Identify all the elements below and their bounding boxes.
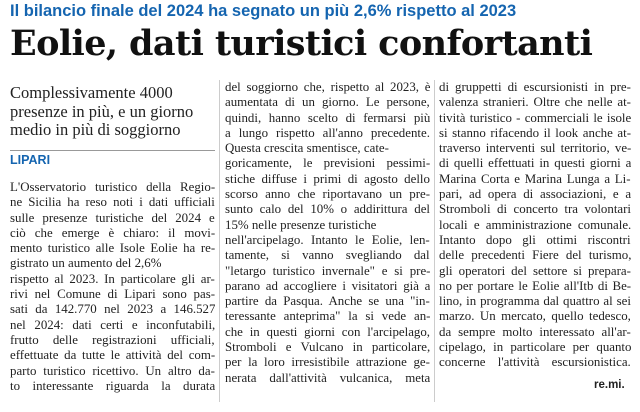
body-text-line: che in questi giorni con l'arcipelago, bbox=[225, 324, 430, 339]
body-text-line: sati da 142.770 nel 2023 a 146.527 bbox=[10, 302, 215, 317]
body-text-line: no per portare le Eolie all'Itb di Be- bbox=[439, 278, 631, 293]
summary-line: medio in più di soggiorno bbox=[10, 120, 181, 139]
body-text-line: sunto calo del 10% o addirittura del bbox=[225, 202, 430, 217]
body-text-line: scorso anno che riportavano un pre- bbox=[225, 187, 430, 202]
body-text-line: effettuate da tutte le attività del com- bbox=[10, 348, 215, 363]
body-text-line: teressante anteprima" la si vede an- bbox=[225, 309, 430, 324]
body-text-line: pari, ad opera di associazioni, e a bbox=[439, 187, 631, 202]
body-text-line: Stromboli e Vulcano in particolare, bbox=[225, 340, 430, 355]
body-text-line: ciò che emerge è chiaro: il movi- bbox=[10, 225, 215, 240]
body-text-line: concerne l'attività escursionistica. bbox=[439, 355, 631, 370]
body-text-line: 15% nelle presenze turistiche bbox=[225, 217, 377, 232]
body-text-line: "letargo turistico invernale" e si pre- bbox=[225, 263, 430, 278]
body-text-line: nel 2024: dati certi e inconfutabili, bbox=[10, 317, 215, 332]
body-text-line: parano ad accogliere i visitatori già a bbox=[225, 278, 430, 293]
body-text-line: di gruppetti di escursionisti in pre- bbox=[439, 80, 631, 94]
body-text-line: di quelli effettuati in questi giorni a bbox=[439, 156, 631, 171]
body-text-line: ne Sicilia ha reso noti i dati ufficiali bbox=[10, 195, 215, 210]
body-text-line: Marina Corta e Marina Lunga a Li- bbox=[439, 171, 631, 186]
body-text-line: aumentata di un giorno. Le persone, bbox=[225, 95, 430, 110]
body-text-line: tività turistico - commerciali le isole bbox=[439, 110, 631, 125]
body-text-line: Questa crescita smentisce, cate- bbox=[225, 141, 389, 156]
body-text-line: goricamente, le previsioni pessimi- bbox=[225, 156, 430, 171]
summary-line: presenze in più, e un giorno bbox=[10, 101, 194, 121]
body-text-line: lino, in programma dal quattro al sei bbox=[439, 294, 631, 309]
column-3 bbox=[439, 80, 631, 371]
column-1 bbox=[10, 180, 215, 394]
headline: Eolie, dati turistici confortanti bbox=[10, 23, 593, 64]
body-text-line: valenza stranieri. Oltre che nelle at- bbox=[439, 95, 631, 110]
location-label: LIPARI bbox=[10, 153, 51, 167]
column-2 bbox=[225, 80, 430, 386]
body-text-line: marzo. Un mercato, quello tedesco, bbox=[439, 309, 631, 324]
summary bbox=[10, 84, 215, 140]
body-text-line: rivi nel Comune di Lipari sono pas- bbox=[10, 287, 215, 302]
body-text-line: partire da Pasqua. Anche se una "in- bbox=[225, 294, 430, 309]
body-text-line: nerata dall'attività vulcanica, meta bbox=[225, 370, 430, 385]
body-text-line: traverso interventi sul territorio, ve- bbox=[439, 141, 631, 156]
kicker: Il bilancio finale del 2024 ha segnato un più 2,6% rispetto al 2023 bbox=[10, 2, 517, 20]
body-text-line: tamente, si vanno svegliando dal bbox=[225, 248, 430, 263]
body-text-line: a lungo rispetto all'anno precedente. bbox=[225, 125, 430, 140]
column-divider bbox=[219, 80, 220, 402]
body-text-line: quindi, hanno scelto di fermarsi più bbox=[225, 110, 430, 125]
body-text-line: parto turistico ricettivo. Un altro da- bbox=[10, 363, 215, 378]
body-text-line: stiche diffuse i primi di agosto dello bbox=[225, 171, 430, 186]
body-text-line: to interessante riguarda la durata bbox=[10, 378, 215, 393]
body-text-line: Stromboli di concerto tra volontari bbox=[439, 202, 631, 217]
body-text-line: gistrato un aumento del 2,6% bbox=[10, 256, 162, 271]
body-text-line: nell'arcipelago. Intanto le Eolie, len- bbox=[225, 232, 430, 247]
body-text-line: sulle presenze turistiche del 2024 e bbox=[10, 210, 215, 225]
body-text-line: rispetto al 2023. In particolare gli ar- bbox=[10, 271, 215, 286]
body-text-line: da sempre molto interessato all'ar- bbox=[439, 324, 631, 339]
body-text-line: delle precedenti Fiere del turismo, bbox=[439, 248, 631, 263]
body-text-line: locali e amministrazione comunale. bbox=[439, 217, 631, 232]
body-text-line: Intanto dopo gli ottimi riscontri bbox=[439, 232, 631, 247]
body-text-line: si stanno rifacendo il look anche at- bbox=[439, 125, 631, 140]
column-divider bbox=[434, 80, 435, 402]
body-text-line: del soggiorno che, rispetto al 2023, è bbox=[225, 80, 430, 94]
body-text-line: per la loro irresistibile attrazione ge- bbox=[225, 355, 430, 370]
author-signature: re.mi. bbox=[594, 379, 625, 391]
body-text-line: cipelago, in particolare per quanto bbox=[439, 340, 631, 355]
body-text-line: gli operatori del settore si prepara- bbox=[439, 263, 631, 278]
body-text-line: L'Osservatorio turistico della Regio- bbox=[10, 180, 215, 194]
body-text-line: frutto delle registrazioni ufficiali, bbox=[10, 332, 215, 347]
body-text-line: mento turistico alle Isole Eolie ha re- bbox=[10, 241, 215, 256]
summary-line: Complessivamente 4000 bbox=[10, 83, 173, 102]
summary-divider bbox=[10, 150, 215, 151]
